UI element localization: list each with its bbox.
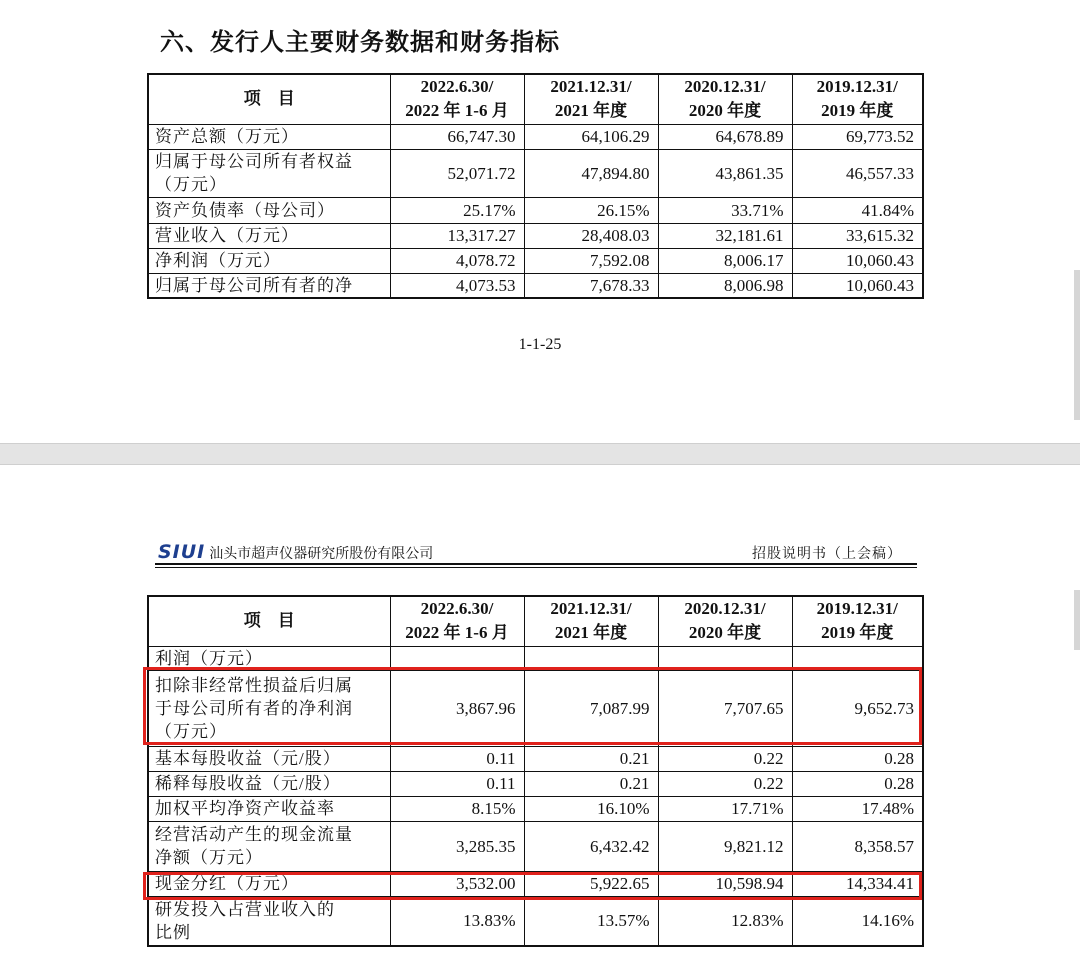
cell-value: 14.16% bbox=[792, 896, 923, 946]
cell-value: 16.10% bbox=[524, 796, 658, 821]
table-row bbox=[148, 796, 923, 821]
cell-value: 14,334.41 bbox=[792, 871, 923, 896]
section-heading: 六、发行人主要财务数据和财务指标 bbox=[160, 28, 560, 56]
row-label: 现金分红（万元） bbox=[148, 871, 390, 896]
header-item: 项 目 bbox=[148, 74, 390, 124]
cell-value: 5,922.65 bbox=[524, 871, 658, 896]
header-col-2019: 2019.12.31/ 2019 年度 bbox=[792, 74, 923, 124]
right-edge-shadow bbox=[1074, 270, 1080, 420]
cell-value: 3,285.35 bbox=[390, 821, 524, 871]
cell-value: 64,106.29 bbox=[524, 124, 658, 149]
cell-value: 4,078.72 bbox=[390, 248, 524, 273]
cell-value: 46,557.33 bbox=[792, 149, 923, 197]
header-col-2019: 2019.12.31/ 2019 年度 bbox=[792, 596, 923, 646]
header-rule bbox=[155, 567, 917, 568]
cell-value: 12.83% bbox=[658, 896, 792, 946]
page-separator bbox=[0, 443, 1080, 465]
cell-value: 25.17% bbox=[390, 197, 524, 223]
row-label: 稀释每股收益（元/股） bbox=[148, 771, 390, 796]
header-col-2022: 2022.6.30/ 2022 年 1-6 月 bbox=[390, 596, 524, 646]
cell-value: 13.83% bbox=[390, 896, 524, 946]
cell-value: 3,867.96 bbox=[390, 670, 524, 746]
header-item: 项 目 bbox=[148, 596, 390, 646]
right-edge-shadow bbox=[1074, 590, 1080, 650]
table-row bbox=[148, 746, 923, 771]
cell-value: 43,861.35 bbox=[658, 149, 792, 197]
cell-value: 8.15% bbox=[390, 796, 524, 821]
table-row bbox=[148, 273, 923, 298]
cell-value: 8,358.57 bbox=[792, 821, 923, 871]
cell-value: 0.28 bbox=[792, 771, 923, 796]
running-header-left bbox=[158, 541, 433, 563]
cell-value: 0.21 bbox=[524, 771, 658, 796]
table-row bbox=[148, 124, 923, 149]
cell-value: 33.71% bbox=[658, 197, 792, 223]
page-number: 1-1-25 bbox=[518, 336, 562, 353]
row-label: 归属于母公司所有者的净 bbox=[148, 273, 390, 298]
header-col-2021: 2021.12.31/ 2021 年度 bbox=[524, 74, 658, 124]
cell-value: 47,894.80 bbox=[524, 149, 658, 197]
cell-value: 9,652.73 bbox=[792, 670, 923, 746]
cell-value: 26.15% bbox=[524, 197, 658, 223]
cell-value: 7,087.99 bbox=[524, 670, 658, 746]
row-label: 净利润（万元） bbox=[148, 248, 390, 273]
cell-value: 32,181.61 bbox=[658, 223, 792, 248]
header-col-2021: 2021.12.31/ 2021 年度 bbox=[524, 596, 658, 646]
cell-value: 10,598.94 bbox=[658, 871, 792, 896]
row-label: 资产负债率（母公司） bbox=[148, 197, 390, 223]
cell-value: 7,707.65 bbox=[658, 670, 792, 746]
company-name: 汕头市超声仪器研究所股份有限公司 bbox=[209, 547, 434, 562]
table-header-row bbox=[148, 74, 923, 124]
cell-value: 7,592.08 bbox=[524, 248, 658, 273]
row-label: 归属于母公司所有者权益 （万元） bbox=[148, 149, 390, 197]
cell-value: 0.22 bbox=[658, 771, 792, 796]
siui-logo: SIUI bbox=[158, 541, 206, 563]
header-col-2020: 2020.12.31/ 2020 年度 bbox=[658, 596, 792, 646]
table-header-row bbox=[148, 596, 923, 646]
cell-value: 3,532.00 bbox=[390, 871, 524, 896]
document-title: 招股说明书（上会稿） bbox=[752, 547, 902, 562]
row-label: 基本每股收益（元/股） bbox=[148, 746, 390, 771]
table-row bbox=[148, 248, 923, 273]
cell-value: 6,432.42 bbox=[524, 821, 658, 871]
row-label: 加权平均净资产收益率 bbox=[148, 796, 390, 821]
highlight-box-cash-dividend bbox=[143, 872, 922, 900]
cell-value: 10,060.43 bbox=[792, 273, 923, 298]
row-label: 营业收入（万元） bbox=[148, 223, 390, 248]
cell-value: 0.22 bbox=[658, 746, 792, 771]
cell-value: 17.71% bbox=[658, 796, 792, 821]
cell-value: 33,615.32 bbox=[792, 223, 923, 248]
cell-value: 7,678.33 bbox=[524, 273, 658, 298]
cell-value: 69,773.52 bbox=[792, 124, 923, 149]
table-row bbox=[148, 149, 923, 197]
cell-value: 17.48% bbox=[792, 796, 923, 821]
cell-value: 28,408.03 bbox=[524, 223, 658, 248]
highlight-box-net-profit-excl bbox=[143, 667, 922, 745]
header-rule bbox=[155, 563, 917, 565]
row-label: 资产总额（万元） bbox=[148, 124, 390, 149]
document-page-2 bbox=[0, 465, 1080, 964]
cell-value: 52,071.72 bbox=[390, 149, 524, 197]
table-row bbox=[148, 821, 923, 871]
cell-value: 0.11 bbox=[390, 771, 524, 796]
table-row bbox=[148, 197, 923, 223]
cell-value: 13.57% bbox=[524, 896, 658, 946]
cell-value: 4,073.53 bbox=[390, 273, 524, 298]
row-label: 扣除非经常性损益后归属 于母公司所有者的净利润 （万元） bbox=[148, 670, 390, 746]
cell-value: 8,006.98 bbox=[658, 273, 792, 298]
cell-value: 41.84% bbox=[792, 197, 923, 223]
cell-value: 10,060.43 bbox=[792, 248, 923, 273]
row-label: 研发投入占营业收入的 比例 bbox=[148, 896, 390, 946]
cell-value: 13,317.27 bbox=[390, 223, 524, 248]
row-label: 经营活动产生的现金流量 净额（万元） bbox=[148, 821, 390, 871]
cell-value: 8,006.17 bbox=[658, 248, 792, 273]
cell-value: 0.11 bbox=[390, 746, 524, 771]
header-col-2022: 2022.6.30/ 2022 年 1-6 月 bbox=[390, 74, 524, 124]
cell-value: 0.21 bbox=[524, 746, 658, 771]
document-page-1 bbox=[0, 0, 1080, 443]
table-row bbox=[148, 896, 923, 946]
financial-table-1 bbox=[147, 73, 924, 299]
cell-value: 64,678.89 bbox=[658, 124, 792, 149]
table-row bbox=[148, 771, 923, 796]
table-row bbox=[148, 223, 923, 248]
row-label: 利润（万元） bbox=[148, 646, 390, 670]
cell-value: 9,821.12 bbox=[658, 821, 792, 871]
header-col-2020: 2020.12.31/ 2020 年度 bbox=[658, 74, 792, 124]
cell-value: 0.28 bbox=[792, 746, 923, 771]
cell-value: 66,747.30 bbox=[390, 124, 524, 149]
